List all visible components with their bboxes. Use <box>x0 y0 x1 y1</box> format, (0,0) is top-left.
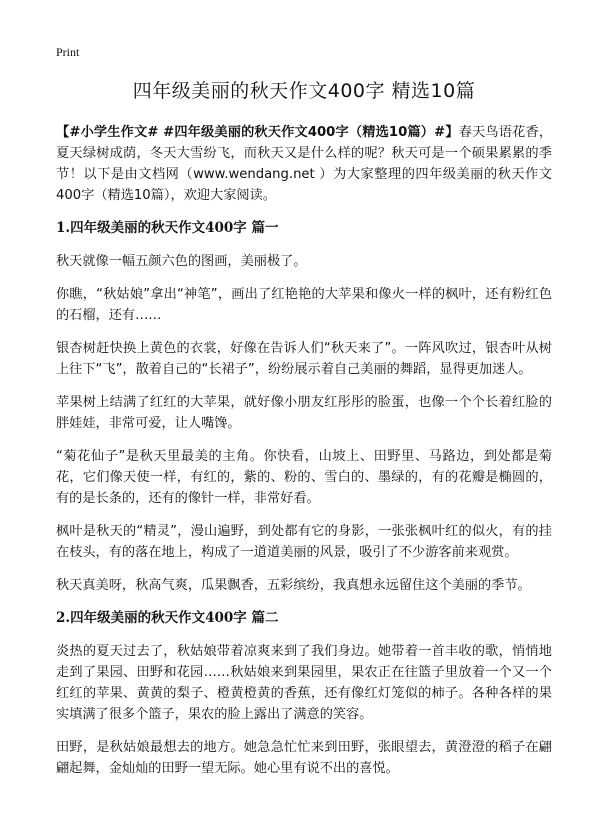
section-heading: 1.四年级美丽的秋天作文400字 篇一 <box>56 220 279 236</box>
print-label: Print <box>56 45 80 59</box>
intro-body: 春天鸟语花香，夏天绿树成荫，冬天大雪纷飞，而秋天又是什么样的呢？秋天可是一个硕果累累的季节！以下是由文档网（www.wendang.net ）为大家整理的四年级美丽的秋天作文400字（精选10篇），欢迎大家阅读。 <box>56 125 553 203</box>
paragraph: “菊花仙子”是秋天里最美的主角。你快看，山坡上、田野里、马路边，到处都是菊花，它们像天使一样，有红的，紫的、粉的、雪白的、墨绿的，有的花瓣是椭圆的，有的是长条的，还有的像针一样，非常好看。 <box>56 449 552 506</box>
document-page <box>56 44 552 791</box>
section-1 <box>56 218 552 596</box>
paragraph: 苹果树上结满了红红的大苹果，就好像小朋友红彤彤的脸蛋，也像一个个长着红脸的胖娃娃，非常可爱，让人嘴馋。 <box>56 395 552 431</box>
paragraph: 秋天就像一幅五颜六色的图画，美丽极了。 <box>56 254 307 269</box>
paragraph: 田野，是秋姑娘最想去的地方。她急急忙忙来到田野，张眼望去，黄澄澄的稻子在翩翩起舞，金灿灿的田野一望无际。她心里有说不出的喜悦。 <box>56 740 552 776</box>
section-2 <box>56 608 552 779</box>
paragraph: 银杏树赶快换上黄色的衣裳，好像在告诉人们“秋天来了”。一阵风吹过，银杏叶从树上往下“飞”，散着自己的“长裙子”，纷纷展示着自己美丽的舞蹈，显得更加迷人。 <box>56 341 552 377</box>
paragraph: 炎热的夏天过去了，秋姑娘带着凉爽来到了我们身边。她带着一首丰收的歌，悄悄地走到了果园、田野和花园……秋姑娘来到果园里，果农正在往篮子里放着一个又一个红红的苹果、黄黄的梨子、橙黄橙黄的香蕉，还有像红灯笼似的柿子。各种各样的果实填满了很多个篮子，果农的脸上露出了满意的笑容。 <box>56 644 552 722</box>
intro-paragraph <box>56 122 552 206</box>
paragraph: 秋天真美呀，秋高气爽，瓜果飘香，五彩缤纷，我真想永远留住这个美丽的季节。 <box>56 578 531 593</box>
section-heading: 2.四年级美丽的秋天作文400字 篇二 <box>56 610 279 626</box>
paragraph: 你瞧，“秋姑娘”拿出“神笔”，画出了红艳艳的大苹果和像火一样的枫叶，还有粉红色的石榴，还有…… <box>56 287 552 323</box>
paragraph: 枫叶是秋天的“精灵”，漫山遍野，到处都有它的身影，一张张枫叶红的似火，有的挂在枝头，有的落在地上，构成了一道道美丽的风景，吸引了不少游客前来观赏。 <box>56 524 552 560</box>
intro-lead: 【#小学生作文# #四年级美丽的秋天作文400字（精选10篇）#】 <box>56 125 459 140</box>
document-title: 四年级美丽的秋天作文400字 精选10篇 <box>132 80 476 102</box>
